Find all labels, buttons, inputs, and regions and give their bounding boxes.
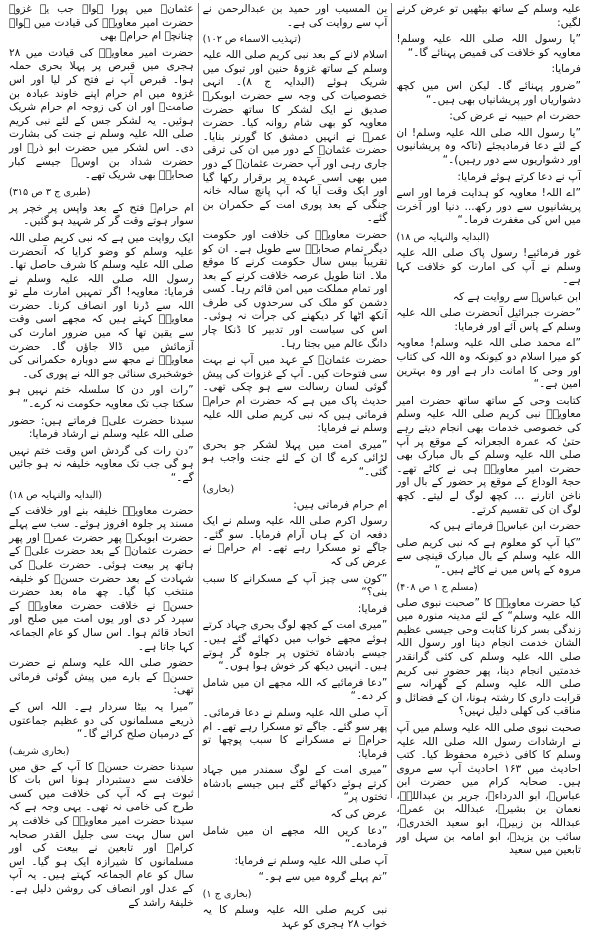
paragraph: غور فرمائیے! رسول پاک صلی اللہ علیہ وسلم نے آپ کی امارت کو خلافت کہا ہے۔ bbox=[396, 246, 581, 287]
paragraph: ”کیا آپ کو معلوم ہے کہ نبی کریم صلی اللہ علیہ وسلم کے بال مبارک قینچی سے مروہ کے پاس میں نے کاٹے ہیں۔“ bbox=[396, 536, 581, 576]
paragraph: کیا حضرت معاویہؓ کا ”صحبت نبوی صلی اللہ علیہ وسلم“ کے لئے مدینہ منورہ میں زندگی بسر کرنا کتابت وحی جیسی عظیم الشان خدمت انجام دینا اور رسول اللہ صلی اللہ علیہ وسلم کی کئی گرانقدر خدمتیں انجام دینا، پھر حضور نبی کریم صلی اللہ علیہ وسلم کے گھرانہ سے قرابت داری کا رشتہ ہونا، ان کے فضائل و مناقب کی کھلی دلیل نہیں؟ bbox=[396, 596, 581, 718]
paragraph: عثمانؓ میں پورا ہوا۔ جب یہ غزوہ حضرت امیر معاویہؓ کی قیادت میں ہوا۔ چنانچہ ام حرامؓ بھی bbox=[8, 3, 194, 43]
paragraph: آپ صلی اللہ علیہ وسلم نے دعا فرمائی۔ پھر سو گئے۔ جاگے تو مسکرا رہے تھے۔ ام حرامؓ نے مسکرانے کا سبب پوچھا تو فرمایا: bbox=[202, 706, 388, 760]
paragraph: ایک روایت میں ہے کہ نبی کریم صلی اللہ علیہ وسلم کو وضو کرایا کہ آنحضرت صلی اللہ علیہ وسلم کا شرف حاصل تھا۔ رسول اللہ صلی اللہ علیہ وسلم نے فرمایا: معاویہ! اگر تمہیں امارت ملے تو اللہ سے ڈرنا اور انصاف کرنا۔ حضرت معاویہؓ کہتے ہیں کہ مجھے اسی وقت سے یقین تھا کہ میں ضرور امارت کی آزمائش میں ڈالا جاؤں گا۔ حضرت معاویہؓ نے مجھ سے دوبارہ حکمرانی کی خوشخبری سنائی جو اللہ نے پوری کی۔ bbox=[8, 231, 194, 380]
paragraph: سیدنا حضرت حسنؓ کا آپ کے حق میں خلافت سے دستبردار ہونا اس بات کا ثبوت ہے کہ آپ کی خلافت میں کسی طرح کی خامی نہ تھی۔ یہی وجہ ہے کہ سیدنا حضرت امیر معاویہؓ کی خلافت پر اس سال بہت سی جلیل القدر صحابہ کرامؓ اور تابعین نے بیعت کی اور مسلمانوں کا شیرازہ ایک ہو گیا۔ اس سال کو عام الجماعہ کہتے ہیں۔ یہ آپ کے عدل اور انصاف کی روشن دلیل ہے۔ خلیفۂ راشد کے bbox=[8, 760, 194, 909]
paragraph: فرمایا: bbox=[357, 602, 388, 615]
paragraph: عرض کی کہ bbox=[330, 808, 388, 821]
paragraph: ”تم پہلے گروہ میں سے ہو۔“ bbox=[258, 871, 388, 884]
paragraph: صحبت نبوی صلی اللہ علیہ وسلم میں آپ نے ارشادات رسول اللہ صلی اللہ علیہ وسلم کا کافی ذخیرہ محفوظ کیا۔ کتب احادیث میں ۱۶۳ احادیث آپ سے مروی ہیں۔ صحابہ کرام میں حضرت ابن عباسؓ، ابو الدرداءؓ، جریر بن عبداللہؓ، نعمان بن بشیرؓ، عبداللہ بن عمرؓ، عبداللہ بن زبیرؓ، ابو سعید الخدریؓ، سائب بن یزیدؓ، ابو امامہ بن سہل اور تابعین میں سعید bbox=[396, 721, 581, 857]
paragraph: حضرت امیر معاویہؓ کی قیادت میں ۲۸ ہجری میں قبرص پر پہلا بحری حملہ ہوا۔ قبرص آپ نے فتح کر لیا اور اس غزوہ میں ام حرام اپنے خاوند عبادہ بن صامتؓ اور ان کی زوجہ ام حرام شریک ہوئیں۔ یہ لشکر جس کے لئے نبی کریم صلی اللہ علیہ وسلم نے جنت کی بشارت دی۔ اس لشکر میں حضرت ابو ذرؓ اور حضرت شداد بن اوسؓ جیسے کبار صحابہؓ بھی شریک تھے۔ bbox=[8, 46, 194, 182]
paragraph: آپ صلی اللہ علیہ وسلم نے فرمایا: bbox=[234, 854, 388, 867]
reference-citation: (بخاری ج ۱) bbox=[202, 889, 252, 901]
paragraph: حضرت معاویہؓ کی خلافت اور حکومت دیگر تمام صحابہؓ سے طویل ہے۔ ان کو تقریباً بیس سال حکومت کرنے کا موقع ملا۔ اتنا طویل عرصہ خلافت کرنے کے بعد اور تمام مملکت میں امن قائم رہا۔ کسی دشمن کو ملک کی سرحدوں کی طرف آنکھ اٹھا کر دیکھنے کی جرأت نہ ہوئی۔ اس کی سیاست اور تدبیر کا ڈنکا چار دانگ عالم میں بجتا رہا۔ bbox=[202, 228, 388, 350]
paragraph: ام حرام فرماتی ہیں: bbox=[293, 498, 388, 511]
paragraph: ”دعا فرمائیے کہ اللہ مجھے ان میں شامل کر دے۔“ bbox=[202, 676, 388, 703]
paragraph: حضرت معاویہؓ خلیفہ بنے اور خلافت کے مسند پر جلوہ افروز ہوئے۔ سب سے پہلے حضرت ابوبکرؓ پھر حضرت عمرؓ اور پھر حضرت عثمانؓ کے بعد حضرت علیؓ کے ہاتھ پر بیعت ہوئی۔ حضرت علیؓ کی شہادت کے بعد حضرت حسنؓ کو خلیفہ منتخب کیا گیا۔ چھ ماہ بعد حضرت حسنؓ نے خلافت حضرت معاویہؓ کے سپرد کر دی اور یوں امت میں صلح اور اتحاد قائم ہوا۔ اس سال کو عام الجماعہ کہا جاتا ہے۔ bbox=[8, 504, 194, 653]
paragraph: ”رات اور دن کا سلسلہ ختم نہیں ہو سکتا جب تک معاویہ حکومت نہ کرے۔“ bbox=[8, 384, 194, 411]
paragraph: ”میرا یہ بیٹا سردار ہے۔ اللہ اس کے ذریعے مسلمانوں کی دو عظیم جماعتوں کے درمیان صلح کرائے گا۔“ bbox=[8, 700, 194, 741]
reference-citation: (بخاری) bbox=[202, 483, 235, 495]
column-container bbox=[5, 3, 585, 930]
paragraph: فرمایا: bbox=[551, 63, 581, 76]
paragraph: ”میری امت میں پہلا لشکر جو بحری لڑائی کرے گا ان کے لئے جنت واجب ہو گئی۔“ bbox=[202, 438, 388, 478]
paragraph: ”حضرت جبرائیل آنحضرت صلی اللہ علیہ وسلم کے پاس آئے اور فرمایا: bbox=[396, 307, 581, 333]
paragraph: رسول اکرم صلی اللہ علیہ وسلم نے ایک دفعہ ان کے ہاں آرام فرمایا۔ سو گئے۔ جاگے تو مسکرا رہے تھے۔ ام حرامؓ نے عرض کی کہ bbox=[202, 515, 388, 568]
paragraph: اسلام لانے کے بعد نبی کریم صلی اللہ علیہ وسلم کے ساتھ غزوۂ حنین اور تبوک میں شریک ہوئے (البدایہ ج ۸)۔ انہی خصوصیات کی وجہ سے حضرت ابوبکرؓ صدیق نے ایک لشکر کا ساتھ حضرت معاویہ کو بھی شام روانہ کیا۔ حضرت عمرؓ نے انہیں دمشق کا گورنر بنایا۔ حضرت عثمانؓ کے دور میں ان کی ترقی جاری رہی اور آپ حضرت عثمانؓ کے دور میں بھی اسی عہدہ پر برقرار رکھا گیا اور ایک وقت آیا کہ آپ پانچ سالہ خانہ جنگی کے بعد پوری امت کے حکمران بن گئے۔ bbox=[202, 49, 388, 225]
reference-citation: (تہذیب الاسماء ص ۱۰۲) bbox=[202, 34, 301, 46]
paragraph: ”ضرور پہنائے گا۔ لیکن اس میں کچھ دشواریاں اور پریشانیاں بھی ہیں۔“ bbox=[396, 79, 581, 106]
paragraph: سیدنا حضرت علیؓ فرماتے ہیں: حضور صلی اللہ علیہ وسلم نے ارشاد فرمایا: bbox=[8, 414, 194, 441]
paragraph: ”کون سی چیز آپ کے مسکرانے کا سبب بنی؟“ bbox=[202, 572, 388, 599]
column-right bbox=[392, 3, 585, 857]
paragraph: کتابت وحی کے ساتھ ساتھ حضرت امیر معاویہؓ نبی کریم صلی اللہ علیہ وسلم کی خصوصی خدمات بھی انجام دیتے رہے حتیٰ کہ عمرہ الجعرانہ کے موقع پر آپ صلی اللہ علیہ وسلم کے بال مبارک بھی حضرت امیر معاویہؓ ہی نے کاٹے تھے۔ حجۃ الوداع کے موقع پر حضور کے بال اور ناخن اتارنے ... کچھ لوگ لے لیتے۔ کچھ لوگ ان کی تقسیم کرتے۔ bbox=[396, 394, 581, 516]
reference-citation: (البدایہ والنہایہ ص ۱۸) bbox=[396, 231, 490, 243]
paragraph: حضرت عثمانؓ کے عہد میں آپ نے بہت سی فتوحات کیں۔ آپ کے غزوات کی پیش گوئی لسان رسالت سے ہو چکی تھی۔ حدیث پاک میں ہے کہ حضرت ام حرامؓ فرماتی ہیں کہ نبی کریم صلی اللہ علیہ وسلم نے فرمایا: bbox=[202, 354, 388, 435]
paragraph: نبی کریم صلی اللہ علیہ وسلم کا یہ خواب ۲۸ ہجری کو عہد bbox=[202, 904, 388, 930]
reference-citation: (بخاری شریف) bbox=[8, 745, 70, 757]
paragraph: ابن عباسؓ سے روایت ہے کہ bbox=[452, 290, 581, 303]
paragraph: حضرت ابن عباسؓ فرماتے ہیں کہ bbox=[428, 520, 581, 533]
paragraph: ”یا رسول اللہ صلی اللہ علیہ وسلم! ان کے لئے دعا فرمادیجئے (تاکہ وہ پریشانیوں اور دشواریوں سے دور رہیں)۔“ bbox=[396, 126, 581, 166]
paragraph: ”اے اللہ! معاویہ کو ہدایت فرما اور اسے پریشانیوں سے دور رکھ... دنیا اور آخرت میں اس کی مغفرت فرما۔“ bbox=[396, 187, 581, 227]
paragraph: ”دعا کریں اللہ مجھے ان میں شامل فرمادے۔“ bbox=[202, 824, 388, 851]
paragraph: ”میری امت کے لوگ سمندر میں جہاد کرتے ہوئے دکھائے گئے ہیں جیسے بادشاہ تختوں پر“ bbox=[202, 764, 388, 804]
paragraph: آپ نے دعا کرتے ہوئے فرمایا: bbox=[457, 170, 581, 183]
paragraph: حضور صلی اللہ علیہ وسلم نے حضرت حسنؓ کے بارے میں پیش گوئی فرمائی تھی: bbox=[8, 657, 194, 697]
column-left bbox=[5, 3, 199, 909]
paragraph: حضرت ام حبیبہ نے عرض کی: bbox=[449, 110, 581, 123]
paragraph: علیہ وسلم کے ساتھ بیٹھیں تو عرض کرنے لگیں: bbox=[396, 3, 581, 29]
paragraph: ”دن رات کی گردش اس وقت ختم نہیں ہو گی جب تک معاویہ خلیفہ نہ ہو جائیں گے۔“ bbox=[8, 444, 194, 484]
paragraph: ”میری امت کے کچھ لوگ بحری جہاد کرتے ہوئے مجھے خواب میں دکھائے گئے ہیں۔ جیسے بادشاہ تختوں پر جلوہ گر ہوتے ہیں۔ انہیں دیکھ کر خوش ہوا ہوں۔“ bbox=[202, 619, 388, 673]
reference-citation: (طبری ج ۳ ص ۳۱۵) bbox=[8, 186, 91, 198]
paragraph: بن المسیب اور حمید بن عبدالرحمن نے آپ سے روایت کی ہے۔ bbox=[202, 3, 388, 29]
paragraph: ”یا رسول اللہ صلی اللہ علیہ وسلم! معاویہ کو خلافت کی قمیص پہنائے گا۔“ bbox=[396, 33, 581, 59]
column-middle bbox=[199, 3, 393, 930]
paragraph: ”اے محمد صلی اللہ علیہ وسلم! معاویہ کو میرا اسلام دو کیونکہ وہ اللہ کی کتاب اور وحی کا امانت دار ہے اور وہ بہترین امین ہے۔“ bbox=[396, 337, 581, 391]
reference-citation: (مسلم ج ۱ ص ۴۰۸) bbox=[396, 581, 478, 593]
paragraph: ام حرامؓ فتح کے بعد واپس پر خچر پر سوار ہوتے وقت گر کر شہید ہو گئیں۔ bbox=[8, 201, 194, 228]
reference-citation: (البدایہ والنہایہ ص ۱۸) bbox=[8, 489, 102, 501]
